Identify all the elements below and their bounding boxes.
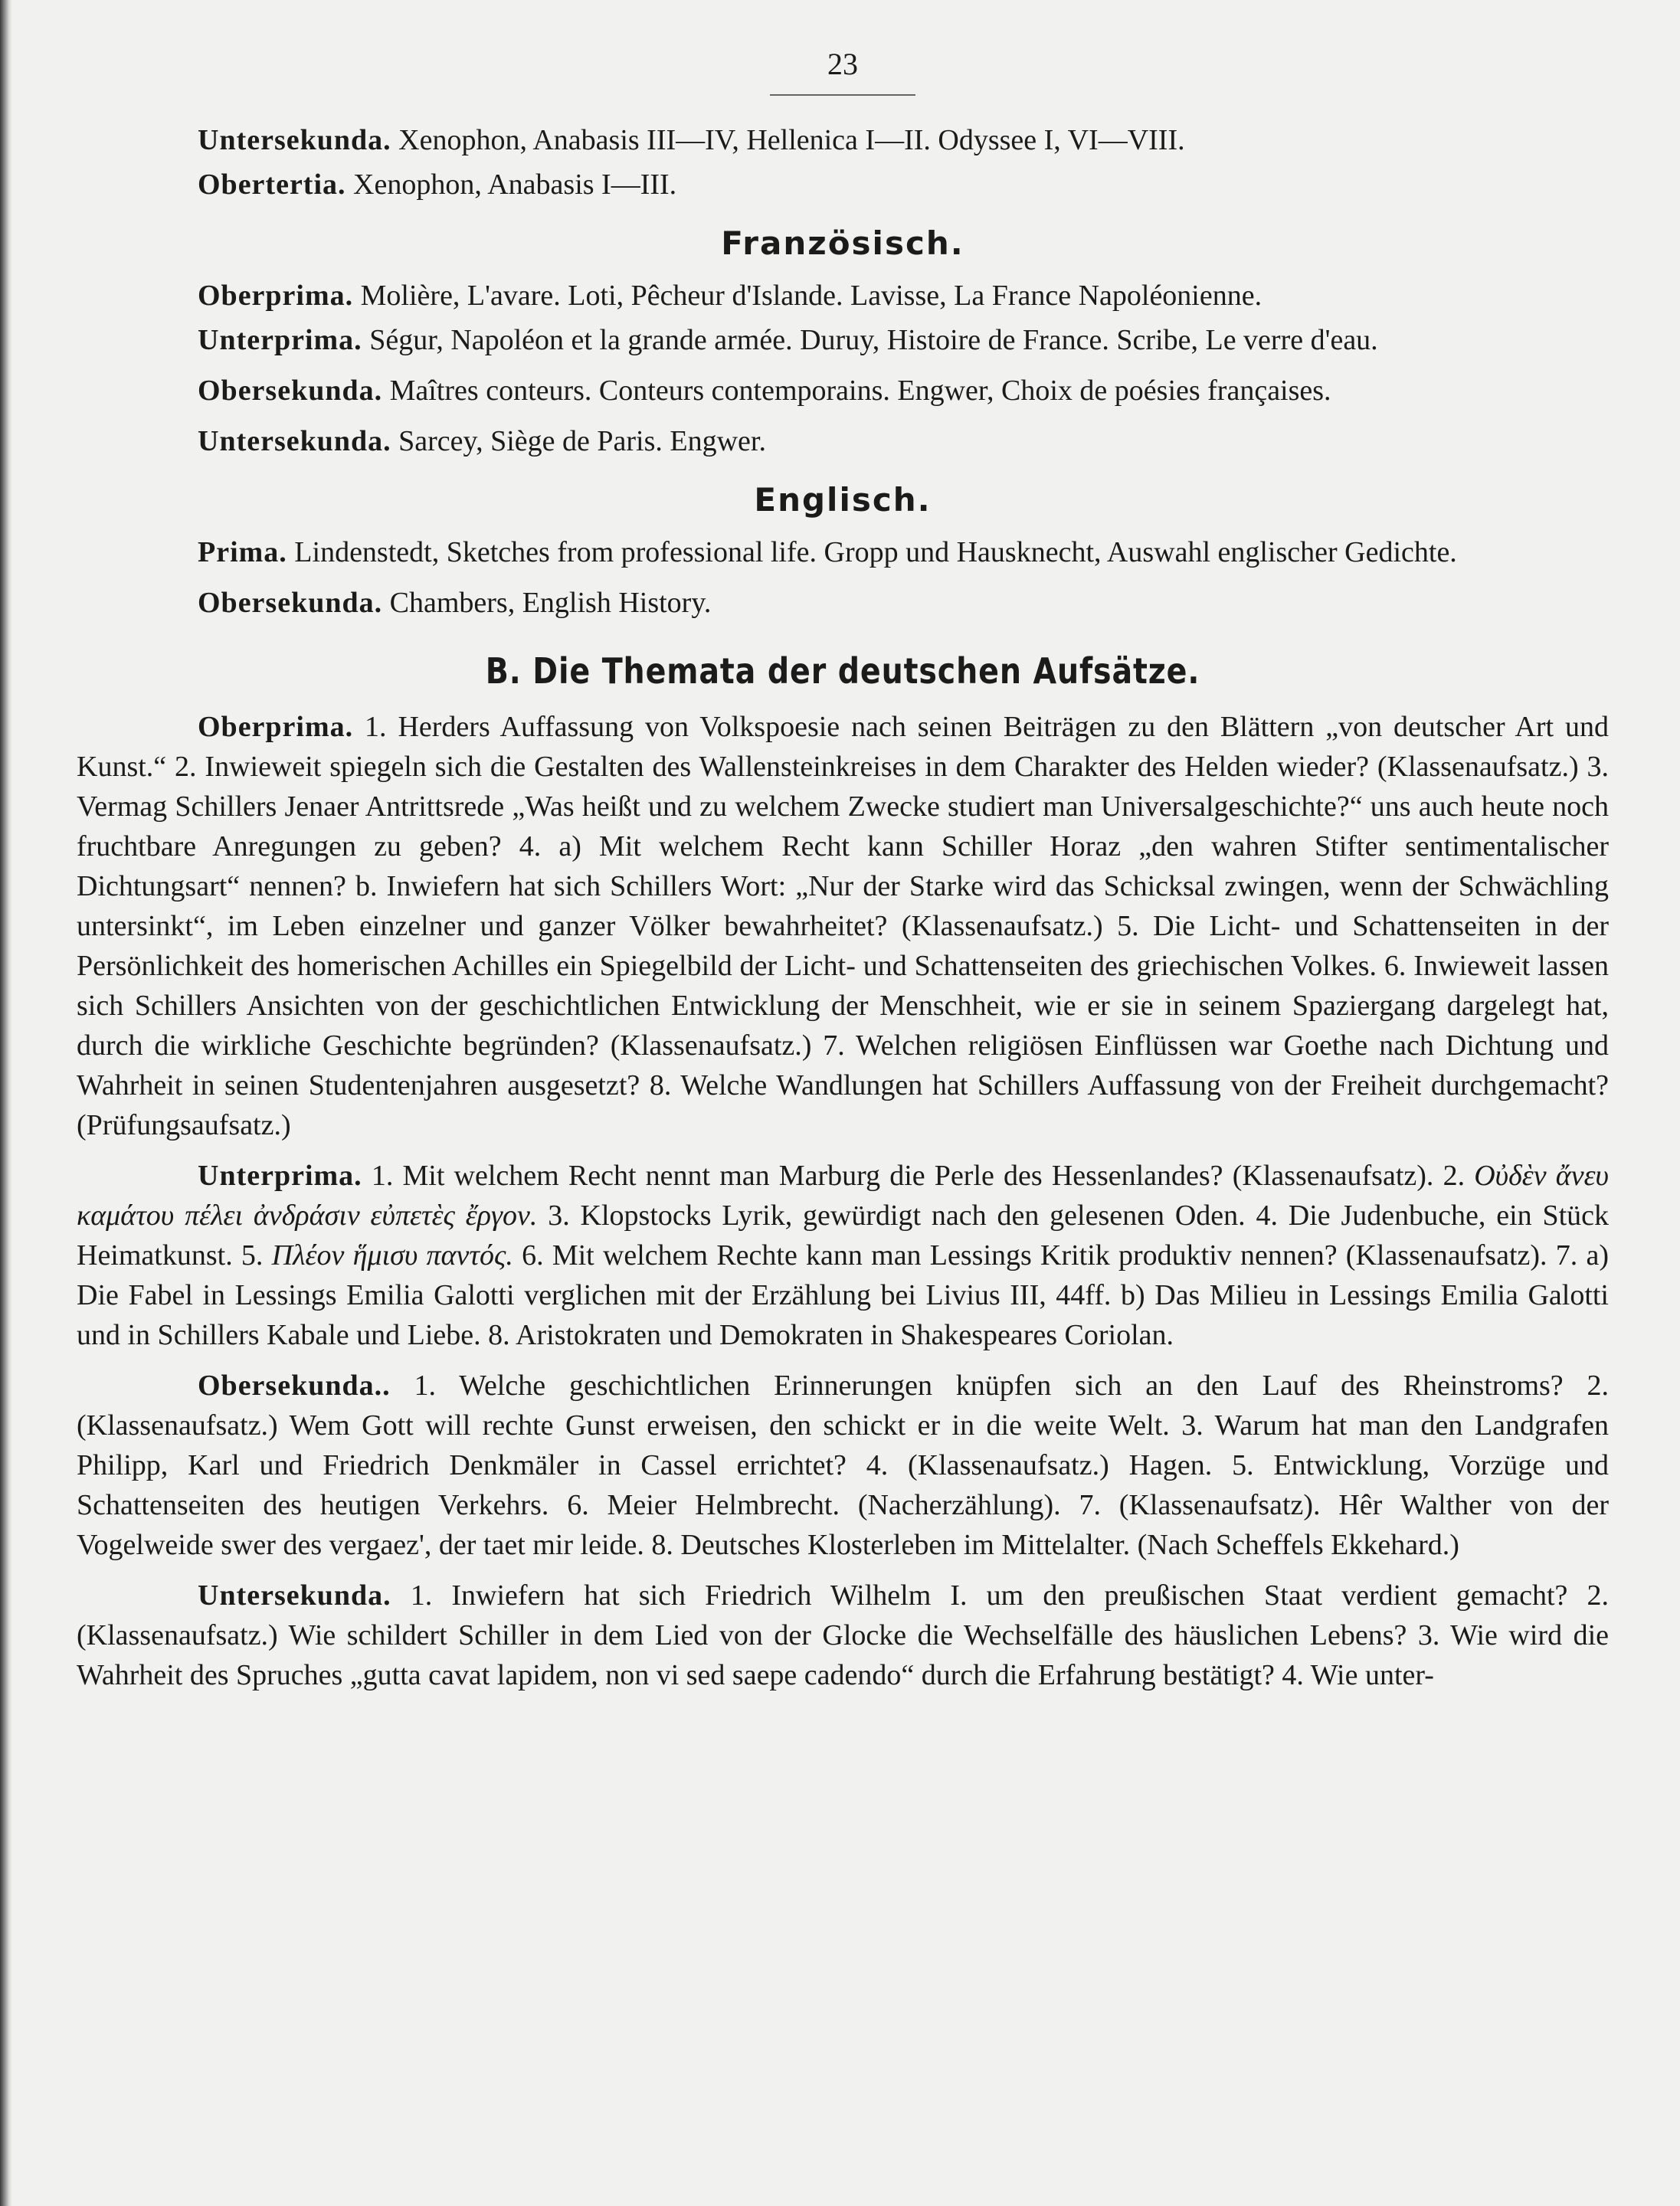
- essay-topics: 1. Inwiefern hat sich Friedrich Wilhelm I. um den preußischen Staat verdient gemacht? 2. (Klassenaufsatz.) Wie schildert Schiller in dem Lied von der Glocke die Wechselfälle des häuslichen Lebens? 3. Wie wird die Wahrheit des Spruches „gutta cavat lapidem, non vi sed saepe cadendo“ durch die Erfahrung bestätigt? 4. Wie unter-: [77, 1579, 1609, 1691]
- class-label: Obersekunda.: [198, 587, 383, 619]
- greek-obertertia: [77, 165, 1609, 205]
- engl-obersekunda: [77, 583, 1609, 623]
- aufsatz-oberprima: [77, 707, 1609, 1145]
- reading-text: Lindenstedt, Sketches from professional life. Gropp und Hausknecht, Auswahl englischer Gedichte.: [287, 536, 1457, 568]
- class-label: Oberprima.: [198, 280, 354, 312]
- franz-untersekunda: [77, 421, 1609, 461]
- essay-topics-part-a: 1. Mit welchem Recht nennt man Marburg die Perle des Hessenlandes? (Klassenaufsatz). 2.: [362, 1160, 1475, 1192]
- page-number: 23: [827, 47, 858, 81]
- reading-text: Maîtres conteurs. Conteurs contemporains. Engwer, Choix de poésies françaises.: [382, 375, 1331, 407]
- greek-untersekunda: [77, 120, 1609, 160]
- reading-text: Molière, L'avare. Loti, Pêcheur d'Islande. Lavisse, La France Napoléonienne.: [353, 280, 1262, 312]
- document-page: [77, 38, 1609, 1706]
- class-label: Unterprima.: [198, 324, 362, 356]
- franz-unterprima: [77, 320, 1609, 360]
- aufsatz-untersekunda: [77, 1576, 1609, 1695]
- franz-obersekunda: [77, 371, 1609, 411]
- heading-section-b: B. Die Themata der deutschen Aufsätze.: [485, 650, 1200, 692]
- aufsatz-unterprima: [77, 1156, 1609, 1355]
- heading-franzoesisch: Französisch.: [721, 224, 964, 262]
- reading-text: Xenophon, Anabasis III—IV, Hellenica I—II. Odyssee I, VI—VIII.: [391, 124, 1185, 156]
- essay-topics: 1. Welche geschichtlichen Erinnerungen knüpfen sich an den Lauf des Rheinstroms? 2. (Klassenaufsatz.) Wem Gott will rechte Gunst erweisen, den schickt er in die weite Welt. 3. Warum hat man den Landgrafen Philipp, Karl und Friedrich Denkmäler in Cassel errichtet? 4. (Klassenaufsatz.) Hagen. 5. Entwicklung, Vorzüge und Schattenseiten des heutigen Verkehrs. 6. Meier Helmbrecht. (Nacherzählung). 7. (Klassenaufsatz). Hêr Walther von der Vogelweide swer des vergaez', der taet mir leide. 8. Deutsches Klosterleben im Mittelalter. (Nach Scheffels Ekkehard.): [77, 1370, 1609, 1561]
- essay-topics-part-c: 6. Mit welchem Rechte kann man Lessings Kritik produktiv nennen? (Klassenaufsatz). 7. a) Die Fabel in Lessings Emilia Galotti verglichen mit der Erzählung bei Livius III, 44ff. b) Das Milieu in Lessings Emilia Galotti und in Schillers Kabale und Liebe. 8. Aristokraten und Demokraten in Shakespeares Coriolan.: [77, 1239, 1609, 1351]
- reading-text: Xenophon, Anabasis I—III.: [345, 169, 677, 201]
- reading-text: Sarcey, Siège de Paris. Engwer.: [391, 425, 766, 457]
- class-label: Obertertia.: [198, 169, 346, 201]
- class-label: Untersekunda.: [198, 1579, 391, 1612]
- essay-topics-part-b: 3. Klopstocks Lyrik, gewürdigt nach den gelesenen Oden. 4. Die Judenbuche, ein Stück Heimatkunst. 5.: [77, 1200, 1610, 1272]
- class-label: Obersekunda.: [198, 375, 383, 407]
- heading-englisch: Englisch.: [754, 481, 932, 519]
- class-label: Unterprima.: [198, 1160, 362, 1192]
- engl-prima: [77, 532, 1609, 572]
- essay-topics: 1. Herders Auffassung von Volkspoesie nach seinen Beiträgen zu den Blättern „von deutscher Art und Kunst.“ 2. Inwieweit spiegeln sich die Gestalten des Wallensteinkreises in dem Charakter des Helden wieder? (Klassenaufsatz.) 3. Vermag Schillers Jenaer Antrittsrede „Was heißt und zu welchem Zwecke studiert man Universalgeschichte?“ uns auch heute noch fruchtbare Anregungen zu geben? 4. a) Mit welchem Recht kann Schiller Horaz „den wahren Stifter sentimentalischer Dichtungsart“ nennen? b. Inwiefern hat sich Schillers Wort: „Nur der Starke wird das Schicksal zwingen, wenn der Schwächling untersinkt“, im Leben einzelner und ganzer Völker bewahrheitet? (Klassenaufsatz.) 5. Die Licht- und Schattenseiten in der Persönlichkeit des homerischen Achilles ein Spiegelbild der Licht- und Schattenseiten des griechischen Volkes. 6. Inwieweit lassen sich Schillers Ansichten von der geschichtlichen Entwicklung der Menschheit, wie er sie in seinem Spaziergang dargelegt hat, durch die wirkliche Geschichte begründen? (Klassenaufsatz.) 7. Welchen religiösen Einflüssen war Goethe nach Dichtung und Wahrheit in seinen Studentenjahren ausgesetzt? 8. Welche Wandlungen hat Schillers Auffassung von der Freiheit durchgemacht? (Prüfungsaufsatz.): [77, 711, 1609, 1141]
- aufsatz-obersekunda: [77, 1366, 1609, 1565]
- class-label: Oberprima.: [198, 711, 354, 743]
- scan-binding-edge: [0, 0, 12, 2206]
- page-number-rule: [770, 94, 915, 96]
- class-label: Prima.: [198, 536, 287, 568]
- greek-quote: Οὐδὲν ἄνευ καμάτου πέλει ἀνδράσιν εὐπετὲς ἔργον.: [77, 1160, 1609, 1232]
- class-label: Obersekunda..: [198, 1370, 391, 1402]
- reading-text: Ségur, Napoléon et la grande armée. Duruy, Histoire de France. Scribe, Le verre d'eau.: [362, 324, 1378, 356]
- class-label: Untersekunda.: [198, 425, 391, 457]
- class-label: Untersekunda.: [198, 124, 391, 156]
- franz-oberprima: [77, 276, 1609, 316]
- greek-quote-2: Πλέον ἥμισυ παντός.: [271, 1239, 513, 1272]
- reading-text: Chambers, English History.: [382, 587, 712, 619]
